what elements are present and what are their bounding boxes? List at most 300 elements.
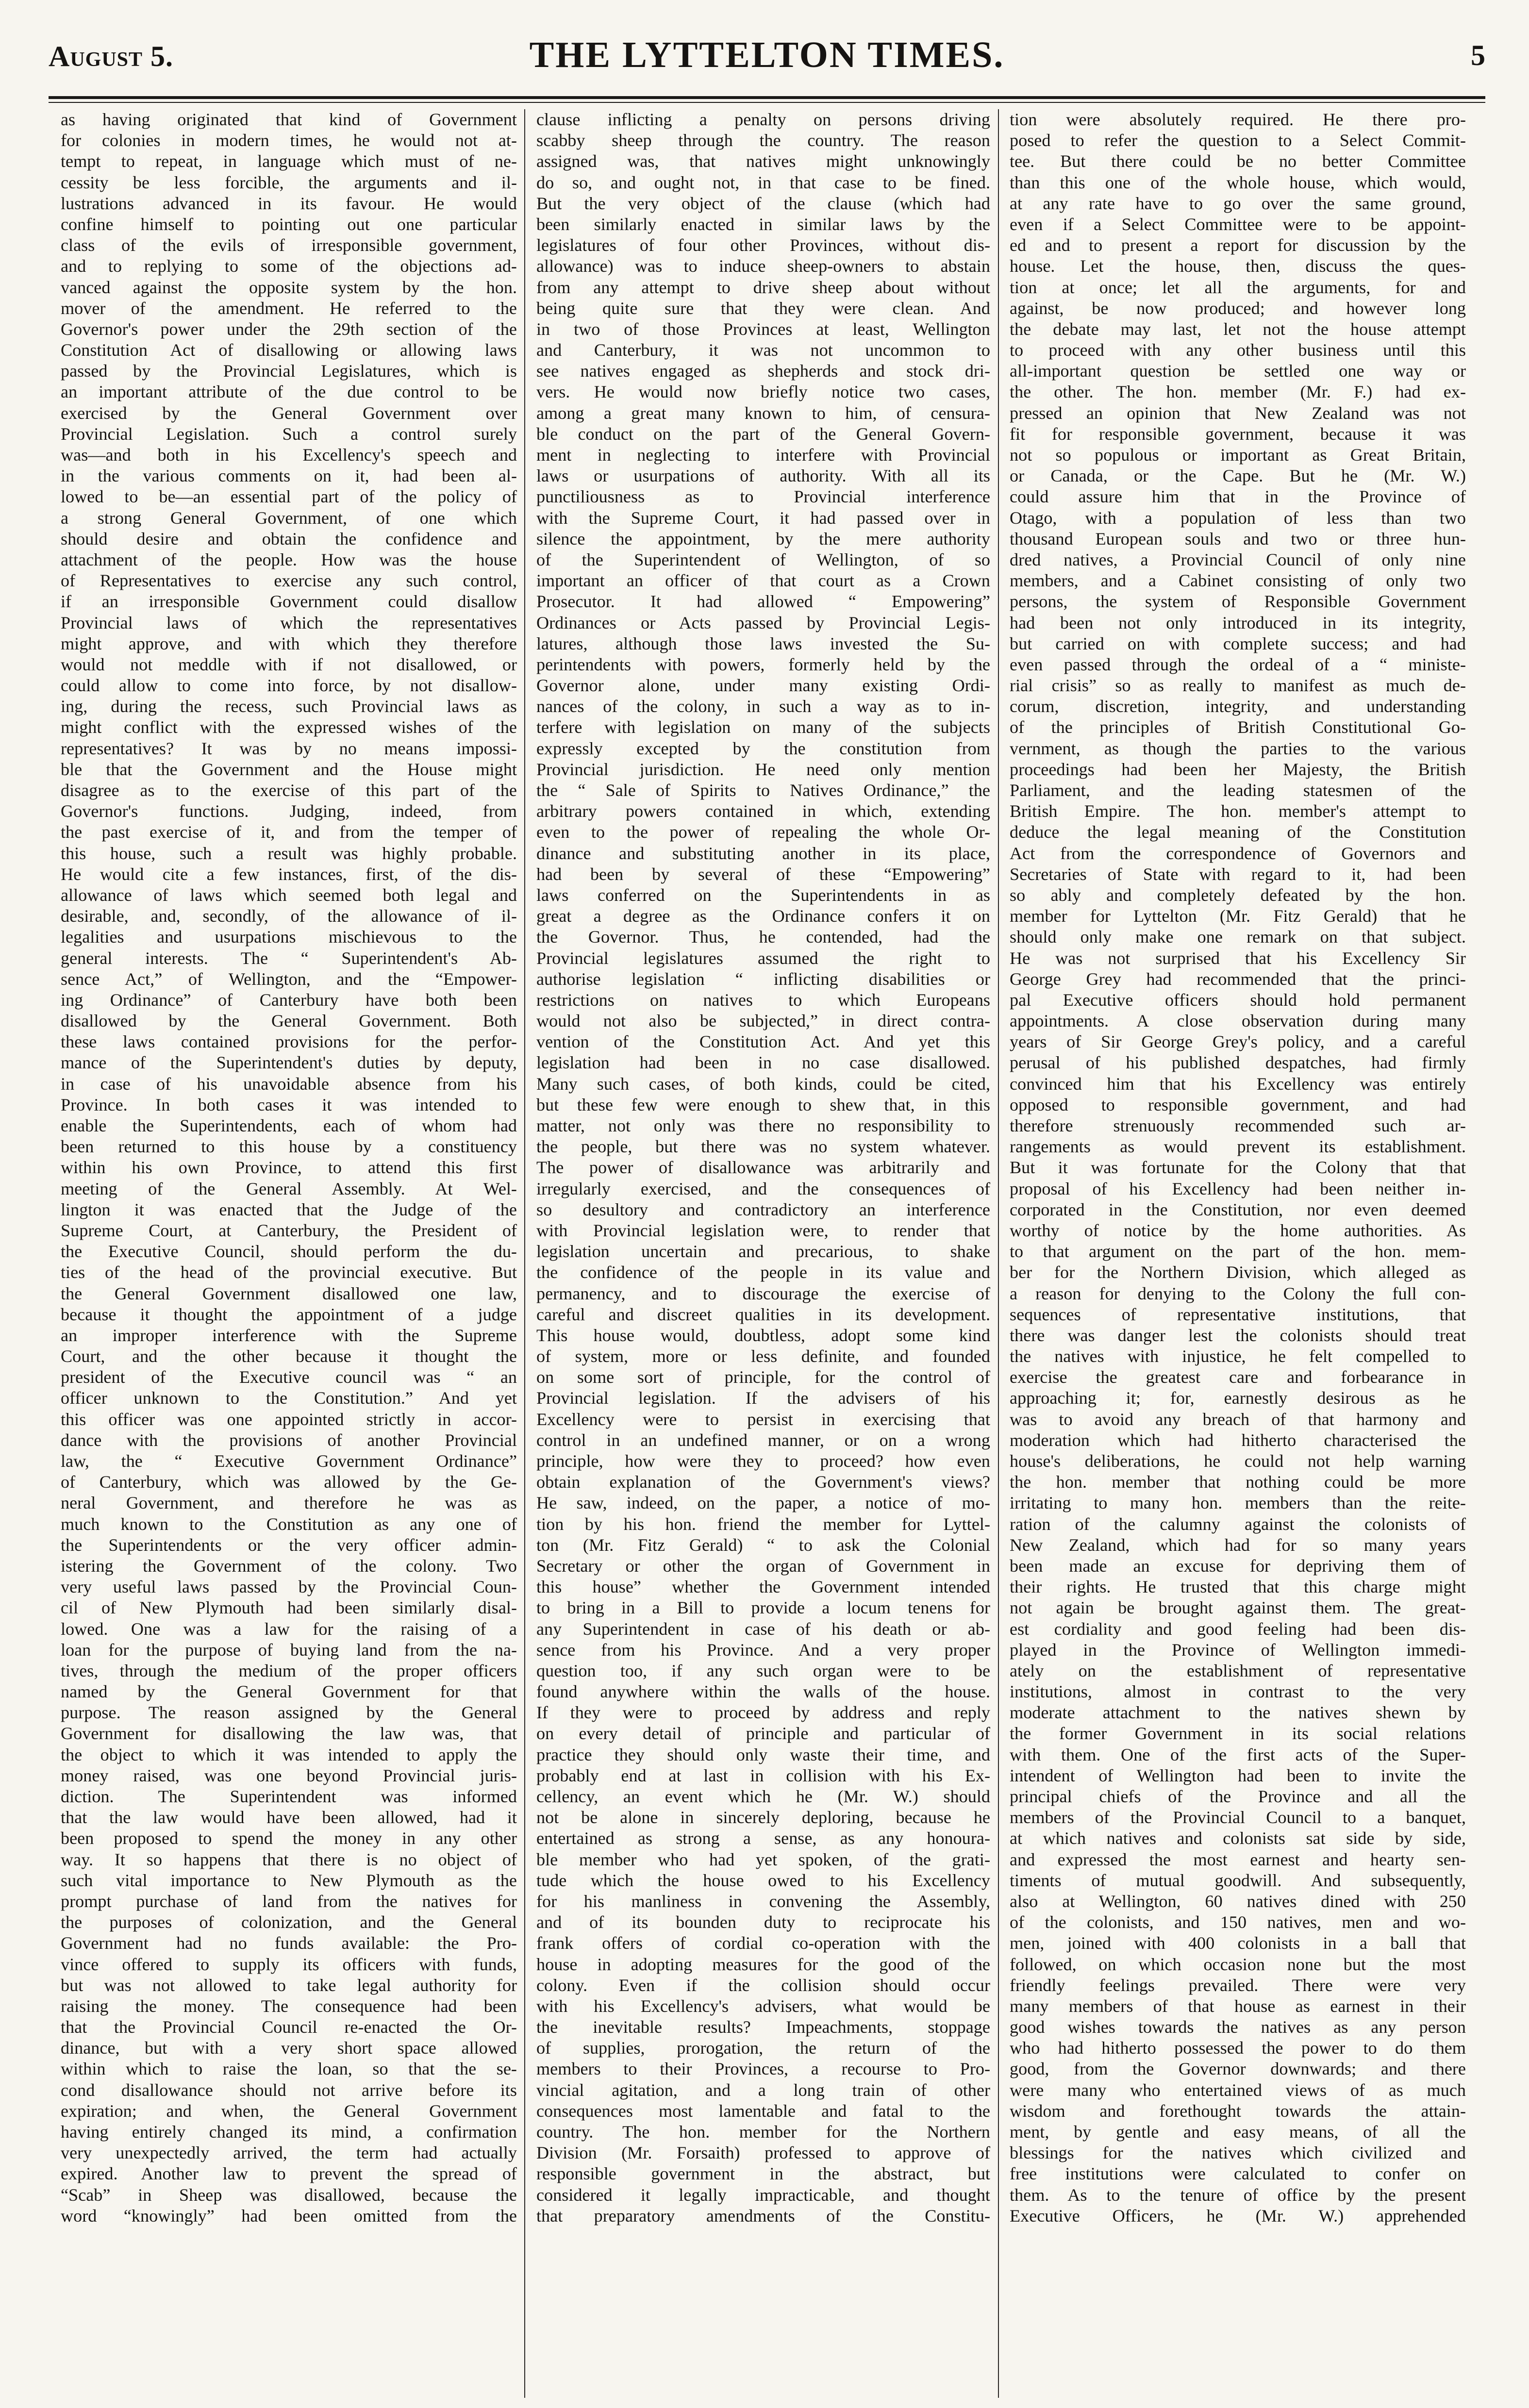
text-line: British Empire. The hon. member's attempt to (1010, 801, 1466, 821)
text-line: tives, through the medium of the proper officers (61, 1661, 517, 1680)
text-line: pal Executive officers should hold permanent (1010, 990, 1466, 1010)
text-line: assigned was, that natives might unknowingly (536, 151, 990, 171)
text-line: attachment of the people. How was the house (61, 549, 517, 569)
text-line: at any rate have to go over the same ground, (1010, 193, 1466, 213)
text-line: raising the money. The consequence had been (61, 1996, 517, 2016)
text-line: scabby sheep through the country. The reason (536, 131, 990, 150)
column-3-text (1010, 109, 1466, 2226)
text-line: the natives with injustice, he felt compelled to (1010, 1346, 1466, 1366)
text-line: Government had no funds available: the Pro- (61, 1933, 517, 1953)
text-line: cond disallowance should not arrive before its (61, 2080, 517, 2100)
text-line: free institutions were calculated to confer on (1010, 2164, 1466, 2184)
text-line: house. Let the house, then, discuss the ques- (1010, 256, 1466, 276)
text-line: irregularly exercised, and the consequences of (536, 1179, 990, 1198)
text-line: officer unknown to the Constitution.” And yet (61, 1388, 517, 1408)
text-line: Governor's power under the 29th section of the (61, 319, 517, 339)
text-line: expired. Another law to prevent the spread of (61, 2164, 517, 2184)
text-line: very useful laws passed by the Provincial Coun- (61, 1577, 517, 1597)
text-line: should only make one remark on that subject. (1010, 927, 1466, 947)
text-line: permanency, and to discourage the exercise of (536, 1283, 990, 1303)
text-line: vention of the Constitution Act. And yet this (536, 1032, 990, 1052)
text-line: the purposes of colonization, and the General (61, 1912, 517, 1932)
text-line: of Representatives to exercise any such control, (61, 571, 517, 591)
text-line: Prosecutor. It had allowed “ Empowering” (536, 592, 990, 612)
text-line: of the principles of British Constitutional Go- (1010, 717, 1466, 737)
text-line: New Zealand, which had for so many years (1010, 1535, 1466, 1555)
text-line: moderation which had hitherto characterised the (1010, 1430, 1466, 1450)
text-line: members, and a Cabinet consisting of only two (1010, 571, 1466, 591)
text-line: enable the Superintendents, each of whom had (61, 1116, 517, 1135)
text-line: even to the power of repealing the whole Or- (536, 822, 990, 842)
text-line: also at Wellington, 60 natives dined with 250 (1010, 1891, 1466, 1911)
text-line: Secretary or other the organ of Government in (536, 1556, 990, 1576)
text-line: ble that the Government and the House might (61, 759, 517, 779)
text-line: would not meddle with if not disallowed, or (61, 654, 517, 674)
text-line: wisdom and forethought towards the attain- (1010, 2101, 1466, 2121)
text-line: been made an excuse for depriving them of (1010, 1556, 1466, 1576)
text-line: class of the evils of irresponsible government, (61, 235, 517, 255)
text-line: of the colonists, and 150 natives, men and wo- (1010, 1912, 1466, 1932)
text-line: Provincial jurisdiction. He need only mention (536, 759, 990, 779)
text-line: any Superintendent in case of his death or ab- (536, 1619, 990, 1639)
text-line: these laws contained provisions for the perfor- (61, 1032, 517, 1052)
text-line: see natives engaged as shepherds and stock dri- (536, 361, 990, 381)
text-line: house in adopting measures for the good of the (536, 1954, 990, 1974)
text-line: lowed to be—an essential part of the policy of (61, 487, 517, 507)
text-line: intendent of Wellington had been to invite the (1010, 1765, 1466, 1785)
text-line: tempt to repeat, in language which must of ne- (61, 151, 517, 171)
text-line: He would cite a few instances, first, of the dis- (61, 864, 517, 884)
text-line: even passed through the ordeal of a “ ministe- (1010, 654, 1466, 674)
text-line: because it thought the appointment of a judge (61, 1304, 517, 1324)
text-line: an improper interference with the Supreme (61, 1325, 517, 1345)
text-line: and to replying to some of the objections ad- (61, 256, 517, 276)
text-line: many members of that house as earnest in their (1010, 1996, 1466, 2016)
text-line: years of Sir George Grey's policy, and a careful (1010, 1032, 1466, 1052)
text-line: there was danger lest the colonists should treat (1010, 1325, 1466, 1345)
text-line: to that argument on the part of the hon. mem- (1010, 1242, 1466, 1262)
text-line: the confidence of the people in its value and (536, 1262, 990, 1282)
text-line: in the various comments on it, had been al- (61, 466, 517, 486)
text-line: vers. He would now briefly notice two cases, (536, 382, 990, 402)
text-line: But it was fortunate for the Colony that that (1010, 1158, 1466, 1178)
text-line: country. The hon. member for the Northern (536, 2122, 990, 2142)
masthead-rule-thick (49, 96, 1485, 99)
text-line: legislatures of four other Provinces, without dis- (536, 235, 990, 255)
text-line: good, from the Governor downwards; and there (1010, 2059, 1466, 2079)
text-line: opposed to responsible government, and had (1010, 1095, 1466, 1114)
column-1 (51, 109, 527, 2398)
text-line: punctiliousness as to Provincial interference (536, 487, 990, 507)
text-line: diction. The Superintendent was informed (61, 1787, 517, 1806)
text-line: the Superintendents or the very officer admin- (61, 1535, 517, 1555)
text-line: thousand European souls and two or three hun- (1010, 529, 1466, 548)
text-line: on some sort of principle, for the control of (536, 1367, 990, 1387)
text-line: nances of the colony, in such a way as to in- (536, 697, 990, 716)
text-line: the former Government in its social relations (1010, 1724, 1466, 1744)
text-line: Excellency were to persist in exercising that (536, 1409, 990, 1429)
text-line: with them. One of the first acts of the Super- (1010, 1744, 1466, 1764)
text-line: and of its bounden duty to reciprocate his (536, 1912, 990, 1932)
text-line: been similarly enacted in similar laws by the (536, 214, 990, 234)
text-line: not again be brought against them. The great- (1010, 1598, 1466, 1618)
text-line: in case of his unavoidable absence from his (61, 1074, 517, 1094)
text-line: rial crisis” so as really to manifest as much de- (1010, 676, 1466, 696)
text-line: and expressed the most earnest and hearty sen- (1010, 1849, 1466, 1869)
text-line: so desultory and contradictory an interference (536, 1199, 990, 1219)
text-line: legislation uncertain and precarious, to shake (536, 1242, 990, 1262)
text-line: but was not allowed to take legal authority for (61, 1975, 517, 1995)
newspaper-title: THE LYTTELTON TIMES. (529, 34, 1005, 75)
text-line: vincial agitation, and a long train of other (536, 2080, 990, 2100)
text-line: were many who entertained views of as much (1010, 2080, 1466, 2100)
text-line: The power of disallowance was arbitrarily and (536, 1158, 990, 1178)
text-line: or Canada, or the Cape. But he (Mr. W.) (1010, 466, 1466, 486)
text-line: prompt purchase of land from the natives for (61, 1891, 517, 1911)
text-line: not be alone in sincerely deploring, because he (536, 1808, 990, 1827)
text-line: had been not only introduced in its integrity, (1010, 613, 1466, 632)
text-line: loan for the purpose of buying land from the na- (61, 1640, 517, 1660)
masthead-rule-thin (49, 102, 1485, 103)
text-line: He saw, indeed, on the paper, a notice of mo- (536, 1493, 990, 1513)
text-line: dinance, but with a very short space allowed (61, 2038, 517, 2058)
text-line: who had hitherto possessed the power to do them (1010, 2038, 1466, 2058)
text-line: cil of New Plymouth had been similarly disal- (61, 1598, 517, 1618)
text-line: mance of the Superintendent's duties by deputy, (61, 1053, 517, 1073)
text-line: with the Supreme Court, it had passed over in (536, 508, 990, 528)
text-line: mover of the amendment. He referred to the (61, 298, 517, 318)
text-line: within his own Province, to attend this first (61, 1158, 517, 1178)
text-line: vince offered to supply its officers with funds, (61, 1954, 517, 1974)
text-line: He was not surprised that his Excellency Sir (1010, 948, 1466, 968)
text-line: them. As to the tenure of office by the present (1010, 2185, 1466, 2205)
text-line: neral Government, and therefore he was as (61, 1493, 517, 1513)
text-line: the people, but there was no system whatever. (536, 1137, 990, 1157)
text-line: exercised by the General Government over (61, 403, 517, 423)
text-line: Parliament, and the leading statesmen of the (1010, 781, 1466, 800)
text-line: the “ Sale of Spirits to Natives Ordinance,” the (536, 781, 990, 800)
text-line: ton (Mr. Fitz Gerald) “ to ask the Colonial (536, 1535, 990, 1555)
text-line: might conflict with the expressed wishes of the (61, 717, 517, 737)
text-line: as having originated that kind of Government (61, 110, 517, 129)
text-line: George Grey had recommended that the princi- (1010, 969, 1466, 989)
text-line: the debate may last, let not the house attempt (1010, 319, 1466, 339)
text-line: terfere with legislation on many of the subjects (536, 717, 990, 737)
text-line: but these few were enough to shew that, in this (536, 1095, 990, 1114)
text-line: Provincial Legislation. Such a control surely (61, 424, 517, 444)
text-line: dance with the provisions of another Provincial (61, 1430, 517, 1450)
text-line: Division (Mr. Forsaith) professed to approve of (536, 2143, 990, 2163)
text-line: meeting of the General Assembly. At Wel- (61, 1179, 517, 1198)
text-line: latures, although those laws invested the Su- (536, 633, 990, 653)
text-line: the Executive Council, should perform the du- (61, 1242, 517, 1262)
text-line: ing, during the recess, such Provincial laws as (61, 697, 517, 716)
text-line: tude which the house owed to his Excellency (536, 1870, 990, 1890)
text-line: the General Government disallowed one law, (61, 1283, 517, 1303)
text-line: the other. The hon. member (Mr. F.) had ex- (1010, 382, 1466, 402)
text-line: such vital importance to New Plymouth as the (61, 1870, 517, 1890)
text-line: tion by his hon. friend the member for Lyttel- (536, 1514, 990, 1534)
text-line: members of the Provincial Council to a banquet, (1010, 1808, 1466, 1827)
text-line: from any attempt to drive sheep about without (536, 277, 990, 297)
text-line: fit for responsible government, because it was (1010, 424, 1466, 444)
text-line: a strong General Government, of one which (61, 508, 517, 528)
text-line: way. It so happens that there is no object of (61, 1849, 517, 1869)
text-line: could allow to come into force, by not disallow- (61, 676, 517, 696)
text-line: purpose. The reason assigned by the General (61, 1703, 517, 1723)
column-1-text (61, 109, 517, 2226)
text-line: the object to which it was intended to apply the (61, 1744, 517, 1764)
text-line: that the Provincial Council re-enacted the Or- (61, 2017, 517, 2037)
issue-date: August 5. (49, 40, 174, 72)
text-line: convinced him that his Excellency was entirely (1010, 1074, 1466, 1094)
text-line: named by the General Government for that (61, 1682, 517, 1702)
text-line: corporated in the Constitution, nor even deemed (1010, 1199, 1466, 1219)
text-line: to proceed with any other business until this (1010, 340, 1466, 360)
text-line: with Provincial legislation were, to render that (536, 1220, 990, 1240)
text-line: rangements as would prevent its establishment. (1010, 1137, 1466, 1157)
text-line: with his Excellency's advisers, what would be (536, 1996, 990, 2016)
text-line: that preparatory amendments of the Constitu- (536, 2206, 990, 2225)
text-line: the past exercise of it, and from the temper of (61, 822, 517, 842)
text-line: Provincial legislatures assumed the right to (536, 948, 990, 968)
text-line: clause inflicting a penalty on persons driving (536, 110, 990, 129)
text-line: to bring in a Bill to provide a locum tenens for (536, 1598, 990, 1618)
text-line: laws or usurpations of authority. With all its (536, 466, 990, 486)
text-line: lowed. One was a law for the raising of a (61, 1619, 517, 1639)
text-line: disagree as to the exercise of this part of the (61, 781, 517, 800)
text-line: men, joined with 400 colonists in a ball that (1010, 1933, 1466, 1953)
text-line: lington it was enacted that the Judge of the (61, 1199, 517, 1219)
page-number: 5 (1471, 39, 1485, 71)
text-line: proceedings had been her Majesty, the British (1010, 759, 1466, 779)
text-line: confine himself to pointing out one particular (61, 214, 517, 234)
text-line: authorise legislation “ inflicting disabilities or (536, 969, 990, 989)
text-line: but carried on with complete success; and had (1010, 633, 1466, 653)
text-line: representatives? It was by no means impossi- (61, 738, 517, 758)
text-line: good wishes towards the natives as any person (1010, 2017, 1466, 2037)
text-line: might approve, and with which they therefore (61, 633, 517, 653)
text-line: moderate attachment to the natives shewn by (1010, 1703, 1466, 1723)
text-line: the inevitable results? Impeachments, stoppage (536, 2017, 990, 2037)
text-line: an important attribute of the due control to be (61, 382, 517, 402)
text-line: deduce the legal meaning of the Constitution (1010, 822, 1466, 842)
text-line: lustrations advanced in its favour. He would (61, 193, 517, 213)
text-line: being quite sure that they were clean. And (536, 298, 990, 318)
text-line: than this one of the whole house, which would, (1010, 172, 1466, 192)
text-line: dinance and substituting another in its place, (536, 843, 990, 863)
text-line: arbitrary powers contained in which, extending (536, 801, 990, 821)
text-line: ble member who had yet spoken, of the grati- (536, 1849, 990, 1869)
text-line: all-important question be settled one way or (1010, 361, 1466, 381)
text-line: vanced against the opposite system by the hon. (61, 277, 517, 297)
text-line: important an officer of that court as a Crown (536, 571, 990, 591)
text-line: practice they should only waste their time, and (536, 1744, 990, 1764)
text-line: silence the appointment, by the mere authority (536, 529, 990, 548)
text-line: ration of the calumny against the colonists of (1010, 1514, 1466, 1534)
text-line: sequences of representative institutions, that (1010, 1304, 1466, 1324)
text-line: timents of mutual goodwill. And subsequently, (1010, 1870, 1466, 1890)
text-line: legislation had been in no case disallowed. (536, 1053, 990, 1073)
text-line: expiration; and when, the General Government (61, 2101, 517, 2121)
text-line: probably end at last in collision with his Ex- (536, 1765, 990, 1785)
text-line: Court, and the other because it thought the (61, 1346, 517, 1366)
text-line: money raised, was one beyond Provincial juris- (61, 1765, 517, 1785)
text-line: colony. Even if the collision should occur (536, 1975, 990, 1995)
text-line: members to their Provinces, a recourse to Pro- (536, 2059, 990, 2079)
text-line: corum, discretion, integrity, and understanding (1010, 697, 1466, 716)
text-line: principle, how were they to proceed? how even (536, 1451, 990, 1471)
text-line: at which natives and colonists sat side by side, (1010, 1828, 1466, 1848)
text-line: member for Lyttelton (Mr. Fitz Gerald) that he (1010, 906, 1466, 926)
text-line: perintendents with powers, formerly held by the (536, 654, 990, 674)
text-line: desirable, and, secondly, of the allowance of il- (61, 906, 517, 926)
text-line: do so, and ought not, in that case to be fined. (536, 172, 990, 192)
text-line: not so populous or important as Great Britain, (1010, 445, 1466, 465)
text-line: Government for disallowing the law was, that (61, 1724, 517, 1744)
text-line: played in the Province of Wellington immedi- (1010, 1640, 1466, 1660)
text-line: and Canterbury, it was not uncommon to (536, 340, 990, 360)
text-line: laws conferred on the Superintendents in as (536, 885, 990, 905)
text-line: considered it legally impracticable, and thought (536, 2185, 990, 2205)
text-line: persons, the system of Responsible Government (1010, 592, 1466, 612)
text-line: ing Ordinance” of Canterbury have both been (61, 990, 517, 1010)
text-line: entertained as strong a sense, as any honoura- (536, 1828, 990, 1848)
text-line: disallowed by the General Government. Both (61, 1011, 517, 1031)
text-line: of Canterbury, which was allowed by the Ge- (61, 1472, 517, 1492)
text-line: president of the Executive council was “ an (61, 1367, 517, 1387)
text-line: ties of the head of the provincial executive. But (61, 1262, 517, 1282)
text-line: tion were absolutely required. He there pro- (1010, 110, 1466, 129)
text-line: Ordinances or Acts passed by Provincial Legis- (536, 613, 990, 632)
text-line: in two of those Provinces at least, Wellington (536, 319, 990, 339)
text-line: this officer was one appointed strictly in accor- (61, 1409, 517, 1429)
text-line: sence Act,” of Wellington, and the “Empower- (61, 969, 517, 989)
text-line: of system, more or less definite, and founded (536, 1346, 990, 1366)
text-line: Otago, with a population of less than two (1010, 508, 1466, 528)
text-line: Act from the correspondence of Governors and (1010, 843, 1466, 863)
column-3 (1000, 109, 1476, 2398)
text-line: worthy of notice by the home authorities. As (1010, 1220, 1466, 1240)
text-line: would not also be subjected,” in direct contra- (536, 1011, 990, 1031)
text-line: Governor's functions. Judging, indeed, from (61, 801, 517, 821)
text-line: passed by the Provincial Legislatures, which is (61, 361, 517, 381)
text-line: of the Superintendent of Wellington, of so (536, 549, 990, 569)
text-line: very unexpectedly arrived, the term had actually (61, 2143, 517, 2163)
text-line: was to avoid any breach of that harmony and (1010, 1409, 1466, 1429)
text-line: having entirely changed its mind, a confirmation (61, 2122, 517, 2142)
column-2 (527, 109, 1000, 2398)
text-line: ment, by gentle and easy means, of all the (1010, 2122, 1466, 2142)
text-line: could assure him that in the Province of (1010, 487, 1466, 507)
text-line: should desire and obtain the confidence and (61, 529, 517, 548)
text-line: institutions, almost in contrast to the very (1010, 1682, 1466, 1702)
text-line: their rights. He trusted that this charge might (1010, 1577, 1466, 1597)
text-line: on every detail of principle and particular of (536, 1724, 990, 1744)
text-line: vernment, as though the parties to the various (1010, 738, 1466, 758)
text-line: therefore strenuously recommended such ar- (1010, 1116, 1466, 1135)
text-line: obtain explanation of the Government's views? (536, 1472, 990, 1492)
text-line: est cordiality and good feeling had been dis- (1010, 1619, 1466, 1639)
text-line: perusal of his published despatches, had firmly (1010, 1053, 1466, 1073)
text-line: that the law would have been allowed, had it (61, 1808, 517, 1827)
text-line: tee. But there could be no better Committee (1010, 151, 1466, 171)
text-line: ed and to present a report for discussion by the (1010, 235, 1466, 255)
text-line: irritating to many hon. members than the reite- (1010, 1493, 1466, 1513)
text-line: frank offers of cordial co-operation with the (536, 1933, 990, 1953)
text-line: great a degree as the Ordinance confers it on (536, 906, 990, 926)
text-line: ately on the establishment of representative (1010, 1661, 1466, 1680)
text-line: within which to raise the loan, so that the se- (61, 2059, 517, 2079)
text-line: Governor alone, under many existing Ordi- (536, 676, 990, 696)
text-line: approaching it; for, earnestly desirous as he (1010, 1388, 1466, 1408)
text-line: consequences most lamentable and fatal to the (536, 2101, 990, 2121)
text-line: restrictions on natives to which Europeans (536, 990, 990, 1010)
text-line: question too, if any such organ were to be (536, 1661, 990, 1680)
text-line: even if a Select Committee were to be appoint- (1010, 214, 1466, 234)
text-line: control in an undefined manner, or on a wrong (536, 1430, 990, 1450)
text-line: pressed an opinion that New Zealand was not (1010, 403, 1466, 423)
text-line: tion at once; let all the arguments, for and (1010, 277, 1466, 297)
text-line: principal chiefs of the Province and all the (1010, 1787, 1466, 1806)
text-line: for colonies in modern times, he would not at- (61, 131, 517, 150)
text-line: the Governor. Thus, he contended, had the (536, 927, 990, 947)
text-line: matter, not only was there no responsibility to (536, 1116, 990, 1135)
text-line: the hon. member that nothing could be more (1010, 1472, 1466, 1492)
text-line: dred natives, a Provincial Council of only nine (1010, 549, 1466, 569)
text-line: of supplies, prorogation, the return of the (536, 2038, 990, 2058)
text-line: Provincial laws of which the representatives (61, 613, 517, 632)
text-line: Secretaries of State with regard to it, had been (1010, 864, 1466, 884)
column-2-text (536, 109, 990, 2226)
text-line: This house would, doubtless, adopt some kind (536, 1325, 990, 1345)
text-line: so ably and completely defeated by the hon. (1010, 885, 1466, 905)
text-line: Executive Officers, he (Mr. W.) apprehended (1010, 2206, 1466, 2225)
text-line: posed to refer the question to a Select Commit- (1010, 131, 1466, 150)
text-line: sence from his Province. And a very proper (536, 1640, 990, 1660)
text-line: word “knowingly” had been omitted from the (61, 2206, 517, 2225)
text-line: Many such cases, of both kinds, could be cited, (536, 1074, 990, 1094)
text-line: exercise the greatest care and forbearance in (1010, 1367, 1466, 1387)
text-line: among a great many known to him, of censura- (536, 403, 990, 423)
text-line: appointments. A close observation during many (1010, 1011, 1466, 1031)
masthead (49, 34, 1485, 92)
text-line: expressly excepted by the constitution from (536, 738, 990, 758)
text-line: followed, on which occasion none but the most (1010, 1954, 1466, 1974)
text-line: responsible government in the abstract, but (536, 2164, 990, 2184)
column-divider (998, 109, 999, 2398)
text-line: blessings for the natives which civilized and (1010, 2143, 1466, 2163)
text-line: cellency, an event which he (Mr. W.) should (536, 1787, 990, 1806)
text-line: “Scab” in Sheep was disallowed, because the (61, 2185, 517, 2205)
text-line: a reason for denying to the Colony the full con- (1010, 1283, 1466, 1303)
text-line: istering the Government of the colony. Two (61, 1556, 517, 1576)
text-line: Province. In both cases it was intended to (61, 1095, 517, 1114)
text-line: been proposed to spend the money in any other (61, 1828, 517, 1848)
text-line: proposal of his Excellency had been neither in- (1010, 1179, 1466, 1198)
text-line: had been by several of these “Empowering” (536, 864, 990, 884)
text-line: much known to the Constitution as any one of (61, 1514, 517, 1534)
text-line: Supreme Court, at Canterbury, the President of (61, 1220, 517, 1240)
text-line: found anywhere within the walls of the house. (536, 1682, 990, 1702)
column-divider (524, 109, 525, 2398)
text-line: against, be now produced; and however long (1010, 298, 1466, 318)
text-line: ment in neglecting to interfere with Provincial (536, 445, 990, 465)
text-line: for his manliness in convening the Assembly, (536, 1891, 990, 1911)
text-line: allowance of laws which seemed both legal and (61, 885, 517, 905)
text-line: legalities and usurpations mischievous to the (61, 927, 517, 947)
text-line: ble conduct on the part of the General Govern- (536, 424, 990, 444)
